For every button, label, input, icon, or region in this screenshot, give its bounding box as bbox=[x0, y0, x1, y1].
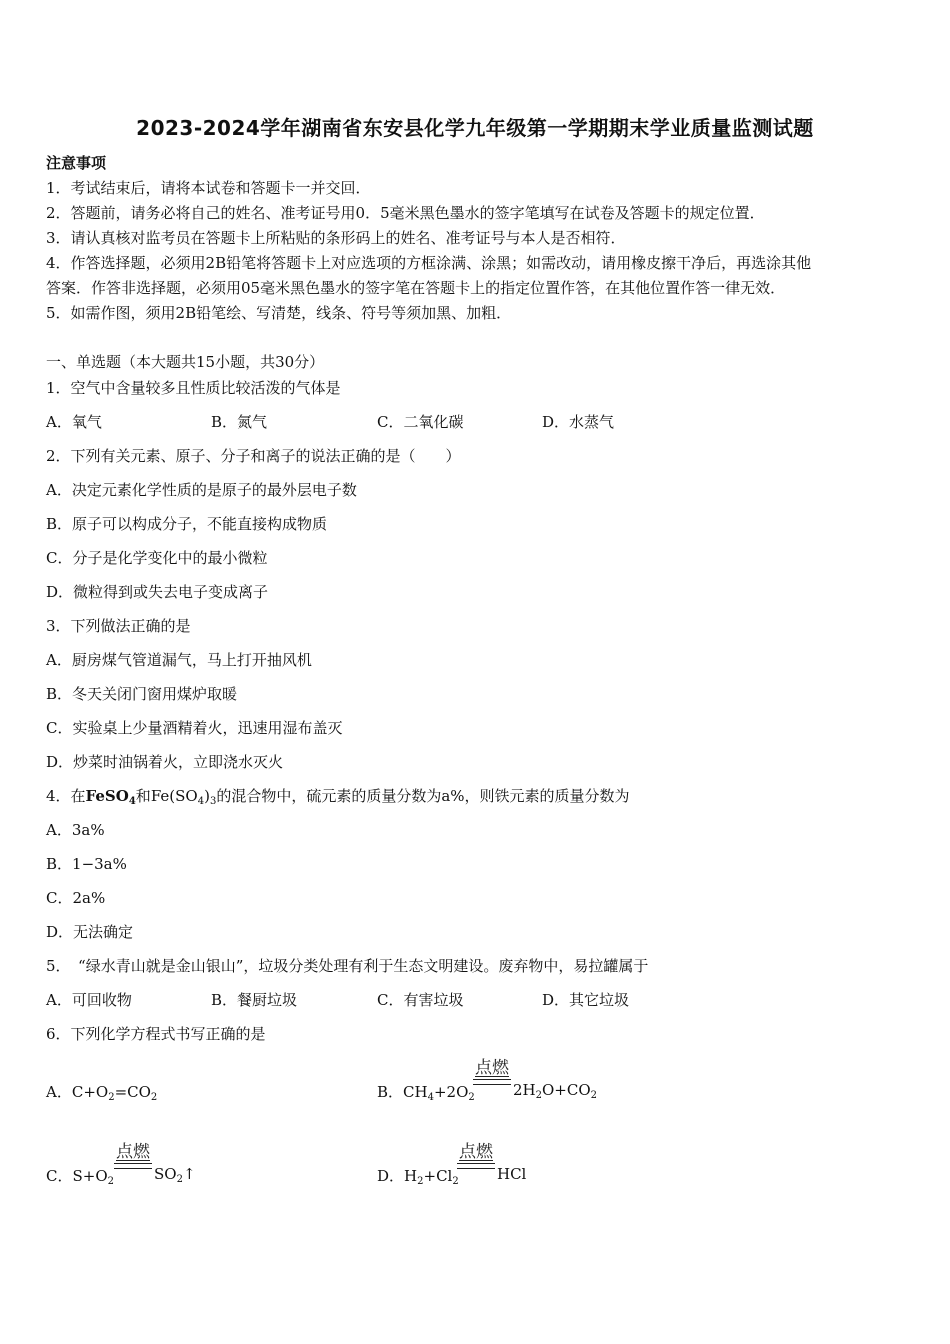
q6-option-a bbox=[46, 1081, 157, 1102]
question-1-stem: 1．空气中含量较多且性质比较活泼的气体是 bbox=[46, 379, 341, 397]
question-6-stem: 6．下列化学方程式书写正确的是 bbox=[46, 1025, 266, 1043]
q4-sub: 3 bbox=[209, 796, 217, 807]
q6-b-condition: 点燃 bbox=[475, 1058, 509, 1078]
q3-option-c: C．实验桌上少量酒精着火，迅速用湿布盖灭 bbox=[46, 719, 343, 737]
question-4-stem bbox=[46, 785, 630, 806]
q6-b-label: B． bbox=[377, 1083, 404, 1101]
q2-option-c: C．分子是化学变化中的最小微粒 bbox=[46, 549, 268, 567]
q6-option-b bbox=[377, 1081, 475, 1102]
notice-item: 1．考试结束后，请将本试卷和答题卡一并交回． bbox=[46, 179, 371, 197]
q6-b-equals-bar bbox=[473, 1079, 511, 1085]
q5-option-a: A．可回收物 bbox=[46, 991, 132, 1009]
q6-option-b-products bbox=[513, 1081, 597, 1099]
q1-option-b: B．氮气 bbox=[211, 413, 268, 431]
q6-c-equals-bar bbox=[114, 1163, 152, 1169]
q4-sub: 4 bbox=[197, 796, 205, 807]
q5-option-d: D．其它垃圾 bbox=[542, 991, 630, 1009]
q6-d-left2: +Cl bbox=[423, 1167, 453, 1185]
q6-c-condition: 点燃 bbox=[116, 1142, 150, 1162]
q6-sub: 2 bbox=[176, 1174, 183, 1185]
q6-d-left: H bbox=[404, 1167, 418, 1185]
q6-option-c bbox=[46, 1165, 114, 1186]
q6-c-label: C． bbox=[46, 1167, 73, 1185]
q3-option-d: D．炒菜时油锅着火，立即浇水灭火 bbox=[46, 753, 284, 771]
q6-b-right2: O+CO bbox=[542, 1081, 591, 1099]
q4-formula-fe2so43 bbox=[151, 787, 217, 805]
q4-feso-text: FeSO bbox=[85, 787, 129, 805]
notice-item: 2．答题前，请务必将自己的姓名、准考证号用0．5毫米黑色墨水的签字笔填写在试卷及答题卡的规定位置． bbox=[46, 204, 765, 222]
q1-option-c: C．二氧化碳 bbox=[377, 413, 464, 431]
notice-item: 3．请认真核对监考员在答题卡上所粘贴的条形码上的姓名、准考证号与本人是否相符． bbox=[46, 229, 626, 247]
q6-option-d-products bbox=[497, 1165, 526, 1183]
q3-option-a: A．厨房煤气管道漏气，马上打开抽风机 bbox=[46, 651, 312, 669]
q6-b-right: 2H bbox=[513, 1081, 536, 1099]
q6-b-reaction-arrow bbox=[473, 1053, 511, 1085]
section-heading: 一、单选题（本大题共15小题，共30分） bbox=[46, 353, 325, 371]
q6-a-left: C+O bbox=[71, 1083, 109, 1101]
q4-option-b: B．1−3a% bbox=[46, 855, 127, 873]
q6-sub: 2 bbox=[452, 1176, 459, 1187]
q6-c-right: SO bbox=[154, 1165, 177, 1183]
q6-a-mid: =CO bbox=[114, 1083, 151, 1101]
q6-d-reaction-arrow bbox=[457, 1137, 495, 1169]
q6-option-d bbox=[377, 1165, 459, 1186]
q4-option-d: D．无法确定 bbox=[46, 923, 134, 941]
q6-sub: 4 bbox=[427, 1092, 434, 1103]
q6-sub: 2 bbox=[107, 1176, 115, 1187]
notice-item: 答案．作答非选择题，必须用05毫米黑色墨水的签字笔在答题卡上的指定位置作答，在其他位置作答一律无效． bbox=[46, 279, 786, 297]
question-3-stem: 3．下列做法正确的是 bbox=[46, 617, 191, 635]
q6-b-left: CH bbox=[403, 1083, 428, 1101]
q4-stem-pre: 4．在 bbox=[46, 787, 86, 805]
q4-fe2-text: Fe(SO bbox=[150, 787, 198, 805]
q4-sub: 4 bbox=[128, 796, 136, 807]
q3-option-b: B．冬天关闭门窗用煤炉取暖 bbox=[46, 685, 238, 703]
q1-option-a: A．氧气 bbox=[46, 413, 102, 431]
q6-d-equals-bar bbox=[457, 1163, 495, 1169]
q4-option-c: C．2a% bbox=[46, 889, 106, 907]
q4-stem-post: 的混合物中，硫元素的质量分数为a%，则铁元素的质量分数为 bbox=[216, 787, 630, 805]
q6-a-label: A． bbox=[46, 1083, 72, 1101]
question-2-stem: 2．下列有关元素、原子、分子和离子的说法正确的是（ ） bbox=[46, 447, 461, 465]
q6-option-c-products bbox=[154, 1165, 196, 1183]
q5-option-c: C．有害垃圾 bbox=[377, 991, 464, 1009]
gas-up-arrow-icon: ↑ bbox=[182, 1165, 196, 1183]
page-title: 2023-2024学年湖南省东安县化学九年级第一学期期末学业质量监测试题 bbox=[136, 116, 814, 140]
q2-option-b: B．原子可以构成分子，不能直接构成物质 bbox=[46, 515, 328, 533]
q6-sub: 2 bbox=[108, 1092, 115, 1103]
notice-item: 4．作答选择题，必须用2B铅笔将答题卡上对应选项的方框涂满、涂黑；如需改动，请用橡皮擦干净后，再选涂其他 bbox=[46, 254, 812, 272]
q6-c-left: S+O bbox=[72, 1167, 108, 1185]
question-5-stem: 5． “绿水青山就是金山银山”，垃圾分类处理有利于生态文明建设。废弃物中，易拉罐属于 bbox=[46, 957, 649, 975]
q6-sub: 2 bbox=[150, 1092, 158, 1103]
q1-option-d: D．水蒸气 bbox=[542, 413, 615, 431]
q6-b-left2: +2O bbox=[433, 1083, 469, 1101]
q6-sub: 2 bbox=[417, 1176, 424, 1187]
q4-option-a: A．3a% bbox=[46, 821, 105, 839]
q6-sub: 2 bbox=[590, 1090, 598, 1101]
notice-item: 5．如需作图，须用2B铅笔绘、写清楚，线条、符号等须加黑、加粗． bbox=[46, 304, 512, 322]
q4-close-paren: ) bbox=[204, 787, 210, 805]
q6-d-condition: 点燃 bbox=[459, 1142, 493, 1162]
q5-option-b: B．餐厨垃圾 bbox=[211, 991, 298, 1009]
q6-d-label: D． bbox=[377, 1167, 405, 1185]
q6-c-reaction-arrow bbox=[114, 1137, 152, 1169]
q6-sub: 2 bbox=[468, 1092, 475, 1103]
q2-option-a: A．决定元素化学性质的是原子的最外层电子数 bbox=[46, 481, 357, 499]
q2-option-d: D．微粒得到或失去电子变成离子 bbox=[46, 583, 269, 601]
q6-sub: 2 bbox=[535, 1090, 542, 1101]
q4-and: 和 bbox=[135, 787, 151, 805]
notice-heading: 注意事项 bbox=[46, 154, 107, 172]
q4-formula-feso4 bbox=[86, 787, 136, 805]
q6-d-right: HCl bbox=[497, 1165, 527, 1183]
